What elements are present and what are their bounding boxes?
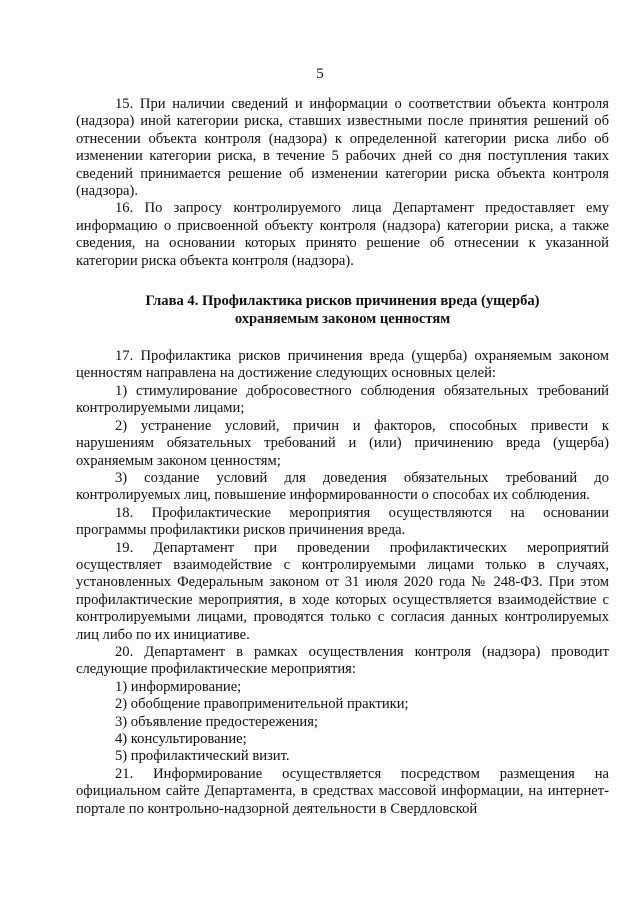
paragraph-18: 18. Профилактические мероприятия осуществляются на основании программы профилактики рисков причинения вреда. [76,504,609,539]
paragraph-21: 21. Информирование осуществляется посредством размещения на официальном сайте Департамента, в средствах массовой информации, на интернет-портале по контрольно-надзорной деятельности в Свердловской [76,765,609,817]
paragraph-17: 17. Профилактика рисков причинения вреда (ущерба) охраняемым законом ценностям направлена на достижение следующих основных целей: [76,348,609,382]
document-body [76,96,609,818]
paragraph-15: 15. При наличии сведений и информации о соответствии объекта контроля (надзора) иной категории риска, ставших известными после принятия решений об отнесении объекта контроля (надзора) к определенной категории риска либо об изменении категории риска, в течение 5 рабочих дней со дня поступления таких сведений принимается решение об изменении категории риска объекта контроля (надзора). [76,96,609,200]
measure-item-2: 2) обобщение правоприменительной практики; [115,696,409,713]
measure-item-4: 4) консультирование; [115,731,247,747]
chapter-heading-line-2: охраняемым законом ценностям [234,311,451,328]
measure-item-5: 5) профилактический визит. [115,748,290,765]
paragraph-20: 20. Департамент в рамках осуществления контроля (надзора) проводит следующие профилактические мероприятия: [76,643,609,678]
chapter-heading-line-1: Глава 4. Профилактика рисков причинения вреда (ущерба) [145,293,540,310]
goal-item-3: 3) создание условий для доведения обязательных требований до контролируемых лиц, повышение информированности о способах их соблюдения. [76,469,609,504]
chapter-heading [76,292,609,328]
goal-item-2: 2) устранение условий, причин и факторов, способных привести к нарушениям обязательных требований и (или) причинению вреда (ущерба) охраняемым законом ценностям; [76,417,609,469]
measure-item-1: 1) информирование; [115,678,242,695]
page-number: 5 [316,66,324,82]
goal-item-1: 1) стимулирование добросовестного соблюдения обязательных требований контролируемыми лицами; [76,382,609,417]
measure-item-3: 3) объявление предостережения; [115,713,318,730]
paragraph-16: 16. По запросу контролируемого лица Департамент предоставляет ему информацию о присвоенной объекту контроля (надзора) категории риска, а также сведения, на основании которых принято решение об отнесении к указанной категории риска объекта контроля (надзора). [76,200,609,269]
paragraph-19: 19. Департамент при проведении профилактических мероприятий осуществляет взаимодействие с контролируемыми лицами только в случаях, установленных Федеральным законом от 31 июля 2020 года № 248-ФЗ. При этом профилактические мероприятия, в ходе которых осуществляется взаимодействие с контролируемыми лицами, проводятся только с согласия данных контролируемых лиц либо по их инициативе. [76,539,609,643]
